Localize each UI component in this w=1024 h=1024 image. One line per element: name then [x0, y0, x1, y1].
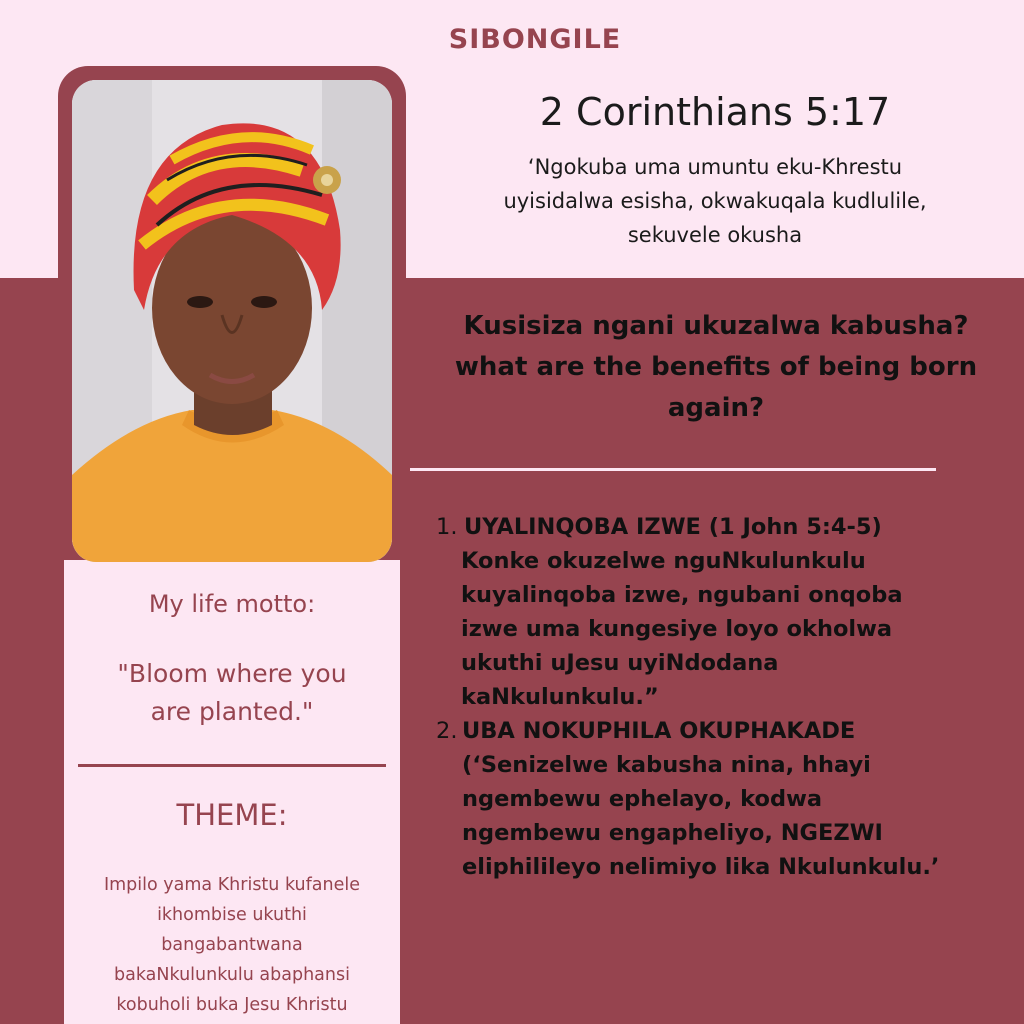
theme-line: Impilo yama Khristu kufanele: [103, 875, 361, 895]
page-title: SIBONGILE: [448, 24, 622, 55]
theme-line: ikhombise ukuthi: [157, 905, 307, 925]
motto-line: are planted.": [150, 697, 314, 726]
theme-line: bangabantwana: [161, 935, 303, 955]
verse-reference: 2 Corinthians 5:17: [539, 90, 891, 134]
theme-text: [64, 870, 400, 1020]
question-heading: [408, 306, 1024, 429]
list-item-title: UYALINQOBA IZWE (1 John 5:4-5): [464, 514, 882, 540]
question-line: what are the benefits of being born: [454, 352, 978, 382]
profile-divider: [78, 764, 386, 767]
list-item: [436, 510, 1016, 714]
theme-label: THEME:: [176, 798, 288, 832]
list-item-body: Konke okuzelwe nguNkulunkulu kuyalinqoba izwe, ngubani onqoba izwe uma kungesiye loyo okholwa ukuthi uJesu uyiNdodana kaNkulunkulu.”: [461, 548, 903, 710]
section-divider: [410, 468, 936, 471]
list-item: [436, 714, 1016, 884]
list-item-number: 1.: [436, 514, 458, 540]
profile-photo: [72, 80, 392, 562]
verse-line: uyisidalwa esisha, okwakuqala kudlulile,: [503, 189, 927, 213]
verse-text: [420, 150, 1010, 252]
motto-text: [64, 655, 400, 731]
benefits-list: [436, 510, 1016, 884]
theme-line: kobuholi buka Jesu Khristu: [116, 995, 348, 1015]
list-item-number: 2.: [436, 718, 458, 744]
motto-line: "Bloom where you: [117, 659, 347, 688]
verse-line: sekuvele okusha: [627, 223, 803, 247]
question-line: Kusisiza ngani ukuzalwa kabusha?: [463, 311, 969, 341]
question-line: again?: [667, 393, 765, 423]
list-item-body: (‘Senizelwe kabusha nina, hhayi ngembewu ephelayo, kodwa ngembewu engapheliyo, NGEZWI eliphilileyo nelimiyo lika Nkulunkulu.’: [462, 752, 940, 880]
list-item-title: UBA NOKUPHILA OKUPHAKADE: [462, 718, 856, 744]
portrait-illustration: [72, 80, 392, 562]
motto-label: My life motto:: [148, 590, 316, 618]
verse-line: ‘Ngokuba uma umuntu eku-Khrestu: [527, 155, 903, 179]
theme-line: bakaNkulunkulu abaphansi: [114, 965, 350, 985]
